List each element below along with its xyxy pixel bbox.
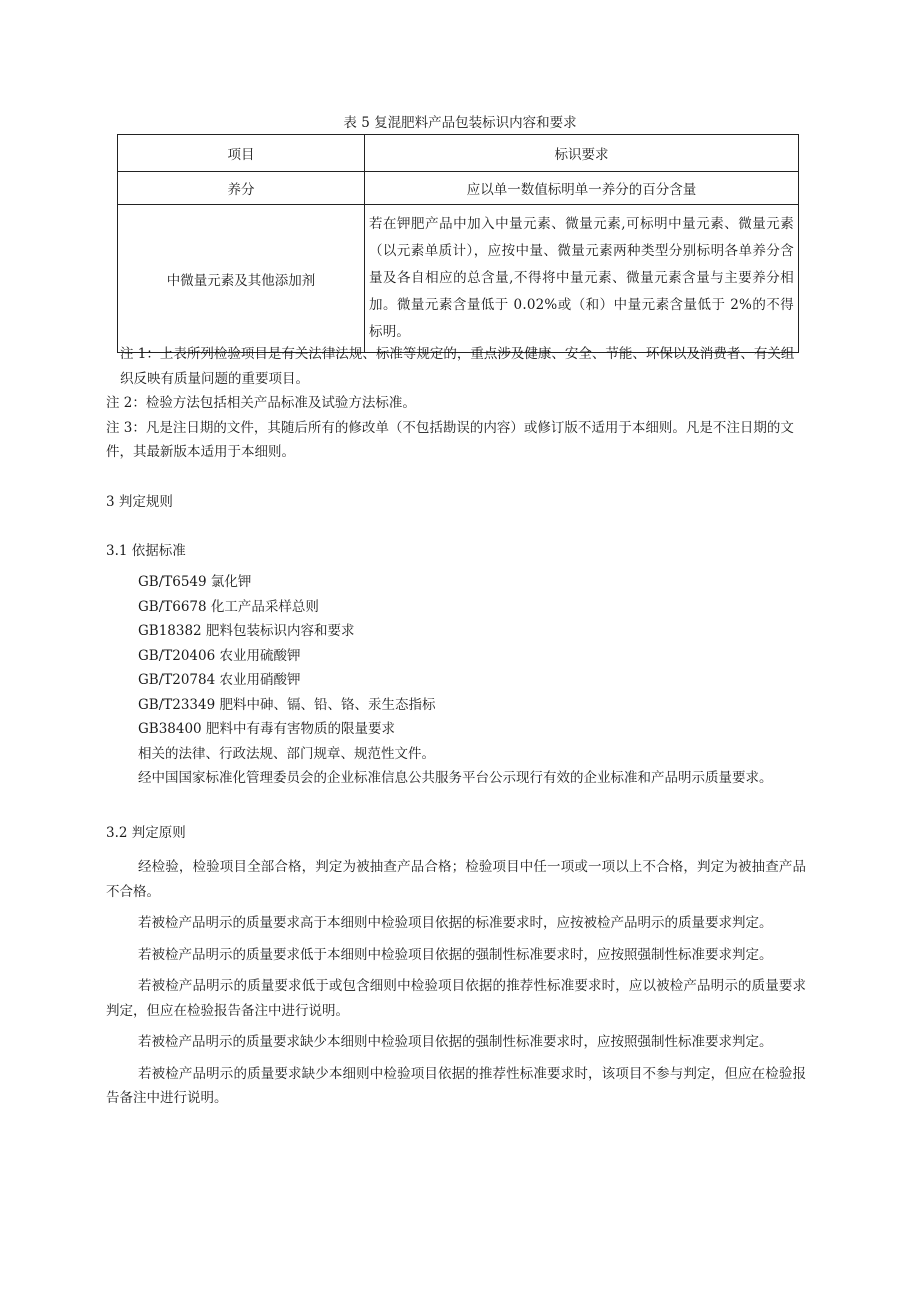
section-3-2-title: 3.2 判定原则 [106, 825, 186, 841]
principle-paragraph: 若被检产品明示的质量要求低于或包含细则中检验项目依据的推荐性标准要求时，应以被检产品明示的质量要求判定，但应在检验报告备注中进行说明。 [106, 978, 806, 1019]
table-cell-item: 养分 [118, 172, 365, 205]
list-item: GB/T23349 肥料中砷、镉、铅、铬、汞生态指标 [138, 696, 436, 713]
principle-paragraph: 经检验，检验项目全部合格，判定为被抽查产品合格；检验项目中任一项或一项以上不合格，判定为被抽查产品不合格。 [106, 859, 806, 900]
table-row [118, 172, 799, 205]
section-3-title: 3 判定规则 [106, 494, 173, 510]
list-item: GB38400 肥料中有毒有害物质的限量要求 [138, 721, 395, 737]
table-notes [106, 342, 806, 465]
judgement-principles [106, 855, 806, 1118]
list-item: GB/T6549 氯化钾 [138, 574, 252, 590]
table-caption: 表 5 复混肥料产品包装标识内容和要求 [343, 115, 577, 131]
note-3: 注 3：凡是注日期的文件，其随后所有的修改单（不包括勘误的内容）或修订版不适用于本细则。凡是不注日期的文件，其最新版本适用于本细则。 [106, 419, 794, 460]
note-2: 注 2：检验方法包括相关产品标准及试验方法标准。 [106, 395, 416, 411]
note-1: 注 1：上表所列检验项目是有关法律法规、标准等规定的，重点涉及健康、安全、节能、环保以及消费者、有关组织反映有质量问题的重要项目。 [120, 346, 795, 387]
table-cell-requirement: 若在钾肥产品中加入中量元素、微量元素,可标明中量元素、微量元素（以元素单质计），应按中量、微量元素两种类型分别标明各单养分含量及各自相应的总含量,不得将中量元素、微量元素含量与主要养分相加。微量元素含量低于 0.02%或（和）中量元素含量低于 2%的不得标明。 [365, 205, 799, 353]
list-item: GB/T20406 农业用硫酸钾 [138, 647, 301, 664]
principle-paragraph: 若被检产品明示的质量要求低于本细则中检验项目依据的强制性标准要求时，应按照强制性标准要求判定。 [138, 946, 773, 963]
principle-paragraph: 若被检产品明示的质量要求缺少本细则中检验项目依据的推荐性标准要求时，该项目不参与判定，但应在检验报告备注中进行说明。 [106, 1065, 806, 1106]
table-cell-item: 中微量元素及其他添加剂 [118, 205, 365, 353]
principle-paragraph: 若被检产品明示的质量要求高于本细则中检验项目依据的标准要求时，应按被检产品明示的质量要求判定。 [138, 915, 773, 931]
standards-list [106, 570, 806, 791]
principle-paragraph: 若被检产品明示的质量要求缺少本细则中检验项目依据的强制性标准要求时，应按照强制性标准要求判定。 [138, 1034, 773, 1050]
list-item: 相关的法律、行政法规、部门规章、规范性文件。 [138, 745, 435, 762]
list-item: GB/T6678 化工产品采样总则 [138, 598, 319, 615]
packaging-label-table [117, 134, 799, 353]
list-item: GB18382 肥料包装标识内容和要求 [138, 623, 355, 639]
list-item: GB/T20784 农业用硝酸钾 [138, 672, 301, 688]
table-header-item: 项目 [118, 135, 365, 172]
table-header-requirement: 标识要求 [365, 135, 799, 172]
table-cell-requirement: 应以单一数值标明单一养分的百分含量 [365, 172, 799, 205]
section-3-1-title: 3.1 依据标准 [106, 543, 186, 559]
list-item: 经中国国家标准化管理委员会的企业标准信息公共服务平台公示现行有效的企业标准和产品明示质量要求。 [138, 770, 773, 786]
table-row [118, 205, 799, 353]
